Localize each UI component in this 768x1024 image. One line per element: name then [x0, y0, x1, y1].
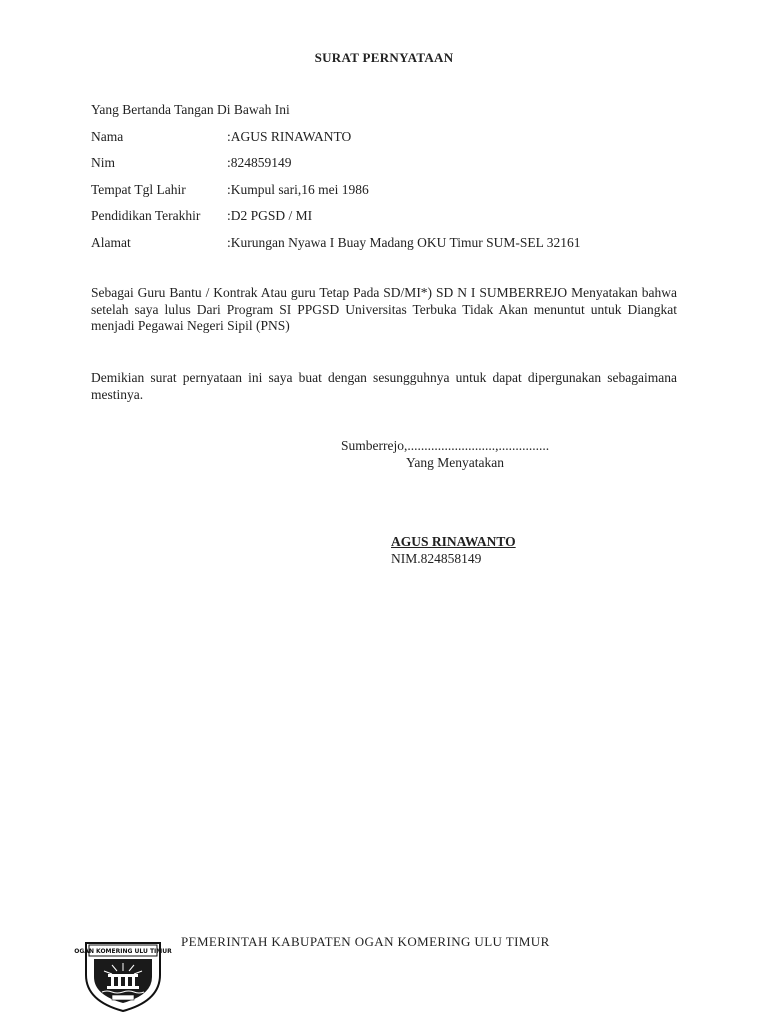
- identity-value: :824859149: [227, 155, 292, 171]
- place-date-line: Sumberrejo,..........................,...............: [341, 438, 550, 453]
- regency-logo-icon: [74, 931, 172, 1013]
- identity-row-tempat-tgl-lahir: [91, 181, 580, 207]
- intro-line: Yang Bertanda Tangan Di Bawah Ini: [91, 102, 290, 117]
- signer-nim: NIM.824858149: [391, 551, 482, 566]
- closing-paragraph: Demikian surat pernyataan ini saya buat dengan sesungguhnya untuk dapat dipergunakan sebagaimana mestinya.: [91, 370, 677, 402]
- svg-text:OGAN KOMERING ULU TIMUR: OGAN KOMERING ULU TIMUR: [74, 948, 172, 955]
- identity-value: :D2 PGSD / MI: [227, 208, 313, 224]
- identity-label: Nama: [91, 129, 124, 144]
- identity-label: Pendidikan Terakhir: [91, 208, 201, 224]
- identity-row-alamat: [91, 234, 580, 260]
- identity-row-nim: [91, 154, 580, 180]
- document-title: SURAT PERNYATAAN: [314, 50, 454, 65]
- identity-row-nama: [91, 128, 580, 154]
- footer-institution-text: PEMERINTAH KABUPATEN OGAN KOMERING ULU TIMUR: [181, 934, 550, 949]
- identity-row-pendidikan: [91, 207, 580, 233]
- identity-value: :Kumpul sari,16 mei 1986: [227, 181, 369, 197]
- identity-label: Tempat Tgl Lahir: [91, 181, 186, 197]
- identity-value: :Kurungan Nyawa I Buay Madang OKU Timur SUM-SEL 32161: [227, 234, 581, 250]
- identity-label: Alamat: [91, 234, 131, 250]
- identity-table: [91, 128, 580, 260]
- signer-title: Yang Menyatakan: [406, 455, 504, 470]
- statement-paragraph: Sebagai Guru Bantu / Kontrak Atau guru Tetap Pada SD/MI*) SD N I SUMBERREJO Menyatakan bahwa setelah saya lulus Dari Program SI PPGSD Universitas Terbuka Tidak Akan menuntut untuk Diangkat menjadi Pegawai Negeri Sipil (PNS): [91, 285, 677, 333]
- signer-name: AGUS RINAWANTO: [391, 534, 516, 549]
- identity-label: Nim: [91, 155, 116, 171]
- identity-value: :AGUS RINAWANTO: [227, 129, 352, 144]
